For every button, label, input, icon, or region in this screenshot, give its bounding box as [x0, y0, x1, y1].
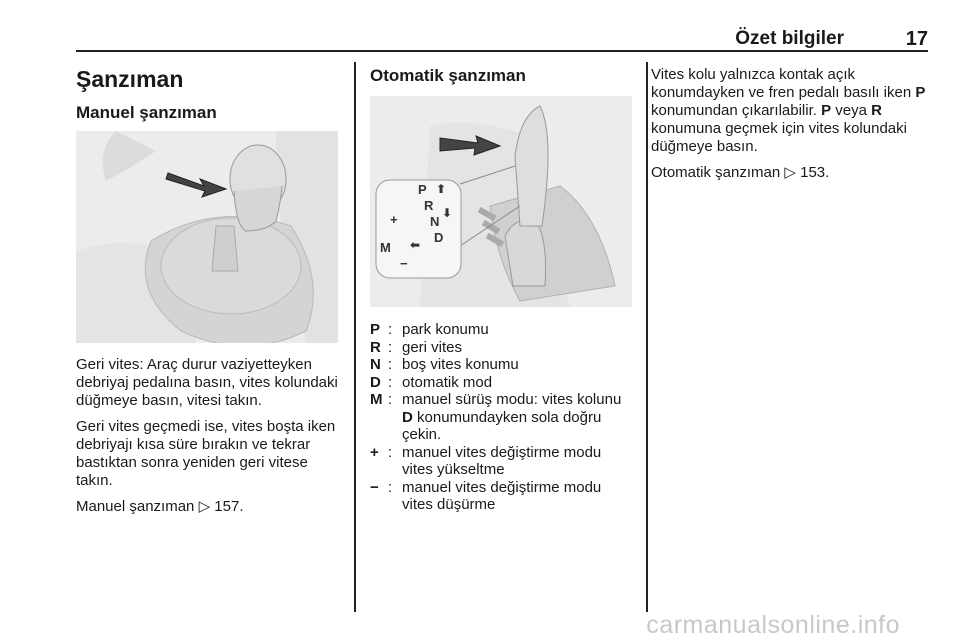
xref-arrow-icon: ▷ [198, 498, 211, 515]
legend-key: + [370, 443, 379, 461]
legend-value: boş vites konumu [402, 356, 519, 373]
column-automatic-transmission [370, 64, 634, 88]
legend-value: park konumu [402, 321, 489, 338]
xref-manual-page: 157. [214, 498, 244, 515]
xref-automatic-text: Otomatik şanzıman [651, 164, 781, 181]
gear-label-n: N [430, 214, 440, 229]
legend-row-plus: + : manuel vites değiştirme modu vites yükseltme [370, 444, 636, 479]
paragraph-reverse-retry: Geri vites geçmedi ise, vites boşta iken debriyajı kısa süre bırakın ve tekrar bastıktan sonra yeniden geri vitese takın. [76, 418, 336, 489]
manual-shifter-illustration [76, 131, 338, 343]
column-manual-transmission [76, 64, 340, 125]
legend-row-r: R : geri vites [370, 339, 636, 357]
legend-row-n: N : boş vites konumu [370, 356, 636, 374]
column-automatic-notes [651, 66, 941, 190]
gear-label-r: R [424, 198, 434, 213]
watermark: carmanualsonline.info [646, 611, 900, 639]
arrow-left-icon: ⬅ [410, 238, 421, 252]
legend-value: otomatik mod [402, 373, 493, 391]
legend-key: N [370, 356, 381, 373]
column-divider-2 [646, 62, 648, 612]
xref-automatic[interactable] [651, 164, 941, 182]
legend-value: manuel vites değiştirme modu vites düşürme [402, 478, 602, 513]
xref-manual-text: Manuel şanzıman [76, 498, 195, 515]
legend-value: manuel sürüş modu: vites kolunu D konumundayken sola doğru çekin. [402, 391, 622, 443]
legend-key: M [370, 391, 383, 408]
manual-text [76, 356, 340, 524]
legend-row-minus: − : manuel vites değiştirme modu vites düşürme [370, 479, 636, 514]
gear-pattern-inset [376, 180, 461, 278]
gear-label-d: D [434, 230, 444, 245]
xref-arrow-icon: ▷ [784, 164, 796, 181]
legend-row-d: D : otomatik mod [370, 374, 636, 392]
legend-value: geri vites [402, 338, 463, 356]
page-header-title: Özet bilgiler [735, 28, 844, 49]
manual-gear-shifter-image [76, 131, 338, 343]
arrow-down-icon: ⬇ [442, 206, 453, 220]
gear-label-p: P [418, 182, 427, 197]
subsection-title-manual: Manuel şanzıman [76, 103, 217, 122]
subsection-title-automatic: Otomatik şanzıman [370, 66, 526, 85]
xref-manual[interactable] [76, 498, 340, 516]
legend-key: P [370, 321, 381, 338]
gear-label-m: M [380, 240, 391, 255]
gear-label-plus: + [390, 212, 398, 227]
automatic-gear-selector-image [370, 96, 632, 307]
gear-label-minus: − [400, 256, 408, 271]
header-rule [76, 50, 928, 52]
legend-row-p: P : park konumu [370, 321, 636, 339]
xref-automatic-page: 153. [800, 164, 830, 181]
legend-value: manuel vites değiştirme modu vites yükseltme [402, 443, 602, 478]
paragraph-reverse-gear: Geri vites: Araç durur vaziyetteyken debriyaj pedalına basın, vites kolundaki düğmeye basın, vitesi takın. [76, 356, 338, 409]
section-title: Şanzıman [76, 66, 184, 92]
paragraph-shift-lock: Vites kolu yalnızca kontak açık konumdayken ve fren pedalı basılı iken P konumundan çıkarılabilir. P veya R konumuna geçmek için vites kolundaki düğmeye basın. [651, 66, 926, 155]
legend-key: − [370, 478, 379, 496]
page-number: 17 [905, 28, 928, 50]
arrow-up-icon: ⬆ [436, 182, 447, 196]
legend-key: D [370, 373, 381, 391]
gear-legend [370, 321, 636, 514]
legend-row-m: M : manuel sürüş modu: vites kolunu D konumundayken sola doğru çekin. [370, 391, 636, 444]
legend-key: R [370, 338, 381, 356]
column-divider-1 [354, 62, 356, 612]
